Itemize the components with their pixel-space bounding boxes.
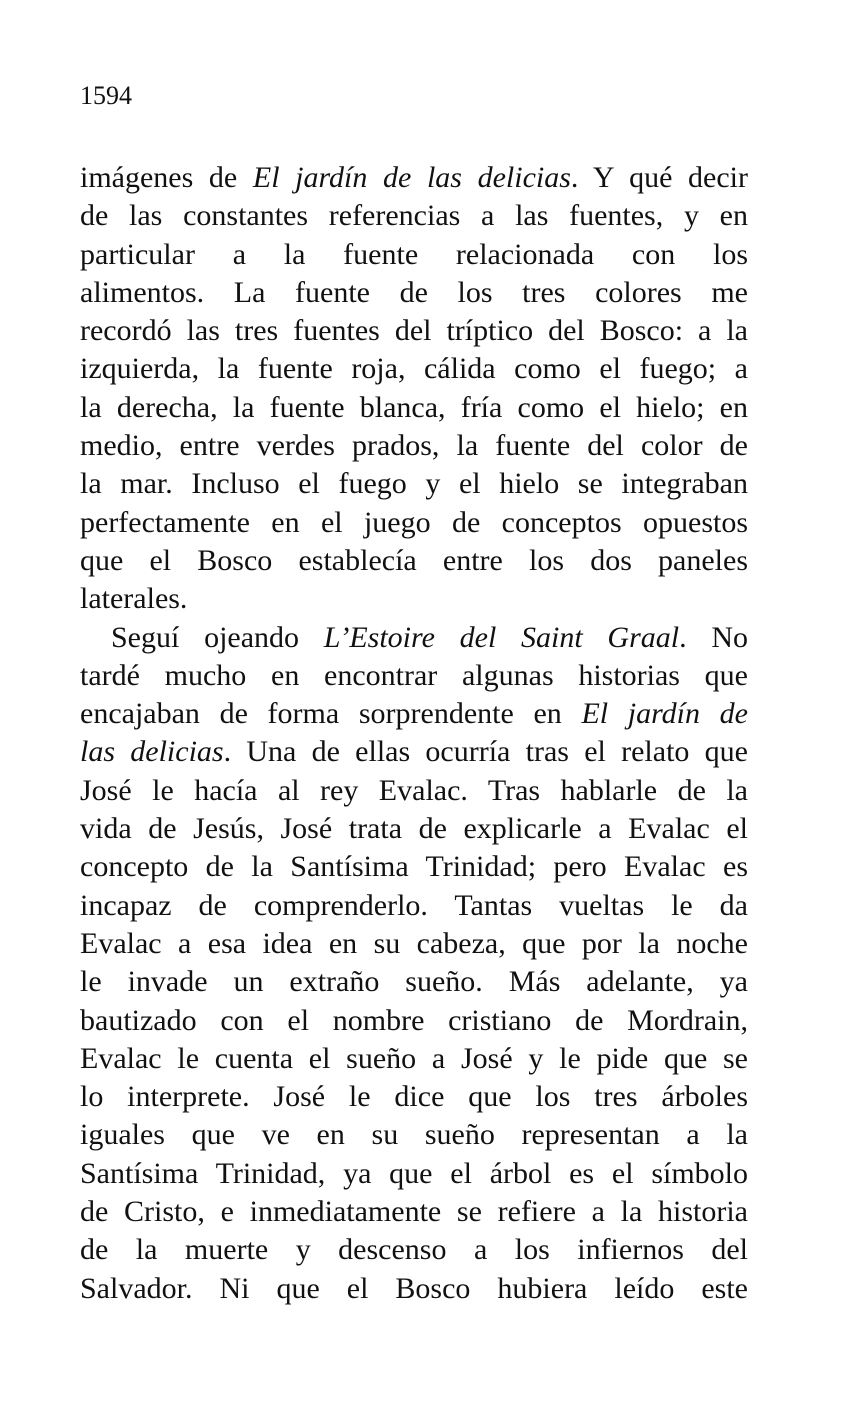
text-line [80, 465, 748, 503]
text-run: Evalac a esa idea en su cabeza, que por la noche [80, 926, 748, 960]
text-line [80, 810, 748, 848]
paragraph [80, 159, 748, 619]
text-run: . Una de ellas ocurría tras el relato que [223, 735, 748, 769]
text-run: perfectamente en el juego de conceptos opuestos [80, 505, 748, 539]
text-line [80, 1002, 748, 1040]
text-line [80, 1193, 748, 1231]
text-run: le invade un extraño sueño. Más adelante, ya [80, 965, 748, 999]
text-run: . No [679, 620, 748, 654]
text-line [80, 427, 748, 465]
text-line [80, 1116, 748, 1154]
text-run: laterales. [80, 582, 188, 616]
text-line [80, 542, 748, 580]
text-run: de Cristo, e inmediatamente se refiere a la historia [80, 1195, 748, 1229]
text-run: tardé mucho en encontrar algunas historias que [80, 658, 748, 692]
body-text [80, 159, 748, 1308]
text-line [80, 925, 748, 963]
italic-title: L’Estoire del Saint Graal [323, 620, 680, 654]
text-run: recordó las tres fuentes del tríptico del Bosco: a la [80, 314, 748, 348]
text-run: iguales que ve en su sueño representan a la [80, 1118, 748, 1152]
text-line [80, 580, 748, 618]
text-line [80, 733, 748, 771]
text-run: José le hacía al rey Evalac. Tras hablarle de la [80, 773, 748, 807]
text-line [80, 1155, 748, 1193]
text-run: concepto de la Santísima Trinidad; pero Evalac es [80, 850, 748, 884]
text-run: alimentos. La fuente de los tres colores me [80, 275, 748, 309]
italic-title: El jardín de las delicias [252, 161, 571, 194]
text-line [80, 657, 748, 695]
text-run: particular a la fuente relacionada con los [80, 237, 748, 271]
text-line [80, 619, 748, 657]
text-run: vida de Jesús, José trata de explicarle a Evalac el [80, 812, 748, 846]
text-line [80, 1231, 748, 1269]
text-line [80, 504, 748, 542]
text-line [80, 274, 748, 312]
text-line [80, 963, 748, 1001]
text-run: Santísima Trinidad, ya que el árbol es el símbolo [80, 1156, 748, 1190]
text-run: incapaz de comprenderlo. Tantas vueltas le da [80, 888, 748, 922]
text-line [80, 1040, 748, 1078]
text-line [80, 695, 748, 733]
text-line [80, 772, 748, 810]
text-line [80, 159, 748, 197]
text-run: lo interprete. José le dice que los tres árboles [80, 1080, 748, 1114]
paragraph [80, 619, 748, 1308]
text-line [80, 312, 748, 350]
text-run: Evalac le cuenta el sueño a José y le pide que se [80, 1041, 748, 1075]
text-line [80, 350, 748, 388]
text-run: la derecha, la fuente blanca, fría como el hielo; en [80, 390, 748, 424]
text-run: encajaban de forma sorprendente en [80, 697, 582, 731]
text-line [80, 1270, 748, 1308]
page-number: 1594 [80, 81, 132, 110]
text-line [80, 848, 748, 886]
italic-title: El jardín de [581, 697, 748, 731]
text-run: de las constantes referencias a las fuentes, y en [80, 199, 748, 233]
text-run: de la muerte y descenso a los infiernos del [80, 1233, 748, 1267]
text-run: bautizado con el nombre cristiano de Mordrain, [80, 1003, 748, 1037]
text-run: la mar. Incluso el fuego y el hielo se integraban [80, 467, 748, 501]
text-line [80, 197, 748, 235]
text-run: Seguí ojeando [111, 620, 324, 654]
text-run: imágenes de [80, 161, 253, 194]
italic-title: las delicias [80, 735, 224, 769]
text-run: Salvador. Ni que el Bosco hubiera leído este [80, 1271, 748, 1305]
text-run: izquierda, la fuente roja, cálida como el fuego; a [80, 352, 748, 386]
text-line [80, 887, 748, 925]
text-run: medio, entre verdes prados, la fuente del color de [80, 429, 748, 463]
text-run: que el Bosco establecía entre los dos paneles [80, 543, 748, 577]
text-line [80, 389, 748, 427]
text-run: . Y qué decir [570, 161, 749, 194]
text-line [80, 1078, 748, 1116]
text-line [80, 236, 748, 274]
